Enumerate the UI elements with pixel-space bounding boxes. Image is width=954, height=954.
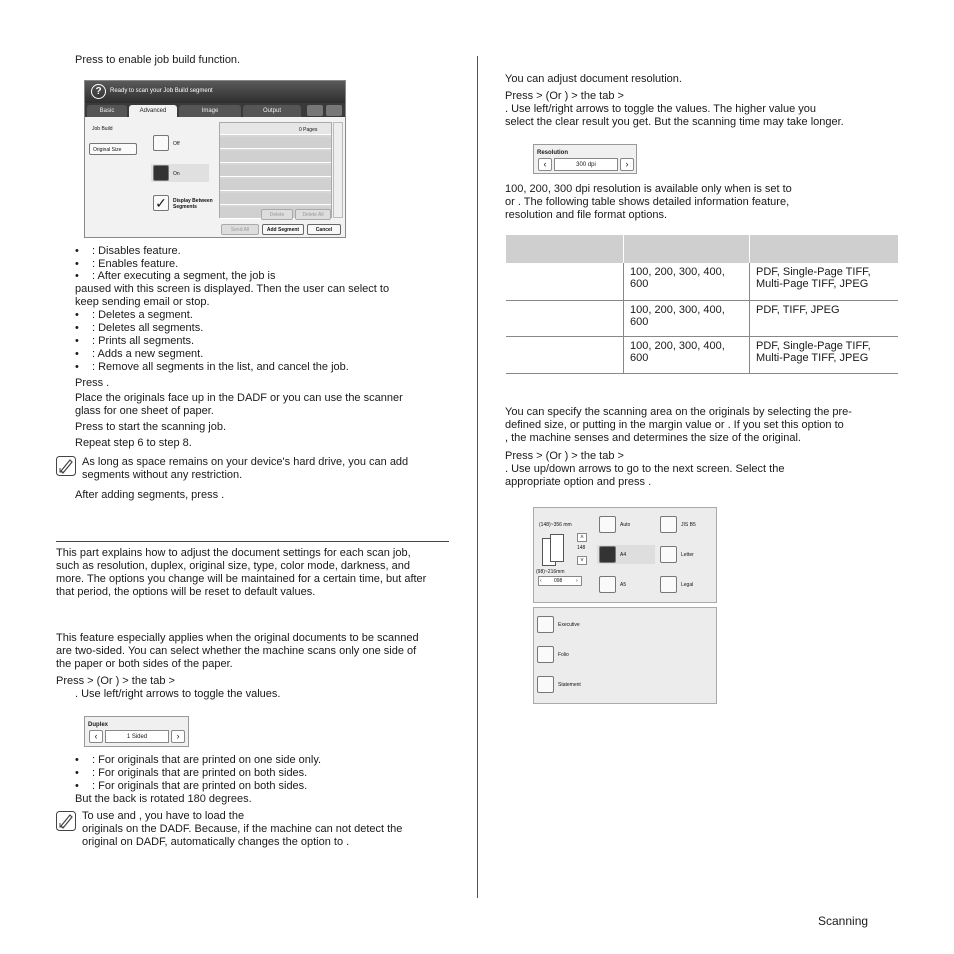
- option-legal-checkbox[interactable]: [660, 576, 677, 593]
- on-checkbox[interactable]: [153, 165, 169, 181]
- section-rule: [56, 541, 449, 542]
- size-press-line3: appropriate option and press .: [505, 476, 652, 488]
- press-start: Press to start the scanning job.: [75, 421, 227, 433]
- down-arrow-icon[interactable]: ˅: [577, 556, 587, 565]
- res-avail-line1: 100, 200, 300 dpi resolution is available only when is set to: [505, 183, 792, 195]
- display-between-label: Display Between Segments: [173, 198, 213, 210]
- plus-icon[interactable]: [307, 105, 323, 116]
- delete-button[interactable]: Delete: [261, 209, 293, 220]
- add-segment-button[interactable]: Add Segment: [262, 224, 304, 235]
- original-size-screen-page1: (148)~356 mm ˄ 148 ˅ (98)~216mm ‹ 098 › Auto JIS B5 A4 Letter A5 Legal: [533, 507, 717, 603]
- intro-line2: such as resolution, duplex, original size, type, color mode, darkness, and: [56, 560, 411, 572]
- duplex-widget: [84, 716, 189, 747]
- size-press-line1: Press > (Or ) > the tab >: [505, 450, 624, 462]
- right-arrow-icon[interactable]: ›: [576, 578, 578, 584]
- screen-title: Ready to scan your Job Build segment: [110, 88, 213, 94]
- left-arrow-icon[interactable]: ‹: [89, 730, 103, 743]
- option-letter-checkbox[interactable]: [660, 546, 677, 563]
- checkmark-icon[interactable]: ✓: [153, 195, 169, 211]
- off-label: Off: [173, 141, 180, 147]
- note2-line1: To use and , you have to load the: [82, 810, 245, 822]
- tab-output[interactable]: Output: [243, 105, 301, 117]
- resolution-intro: You can adjust document resolution.: [505, 73, 682, 85]
- resolution-widget: [533, 144, 637, 174]
- size-desc-line1: You can specify the scanning area on the originals by selecting the pre-: [505, 406, 852, 418]
- table-row: 100, 200, 300, 400, 600 PDF, Single-Page TIFF, Multi-Page TIFF, JPEG: [506, 336, 899, 373]
- tab-image[interactable]: Image: [179, 105, 241, 117]
- size-desc-line2: defined size, or putting in the margin value or . If you set this option to: [505, 419, 844, 431]
- job-build-screenshot: [84, 80, 346, 238]
- resolution-label: Resolution: [537, 150, 568, 156]
- length-range: (148)~356 mm: [539, 522, 572, 528]
- tab-advanced[interactable]: Advanced: [129, 105, 177, 117]
- width-value: 098: [554, 578, 563, 584]
- delete-all-button[interactable]: Delete All: [295, 209, 331, 220]
- option-a4-checkbox[interactable]: [599, 546, 616, 563]
- table-row: 100, 200, 300, 400, 600 PDF, Single-Page TIFF, Multi-Page TIFF, JPEG: [506, 263, 899, 300]
- column-divider: [477, 56, 478, 898]
- option-statement-checkbox[interactable]: [537, 676, 554, 693]
- res-avail-line3: resolution and file format options.: [505, 209, 668, 221]
- res-avail-line2: or . The following table shows detailed information feature,: [505, 196, 790, 208]
- option-a5-checkbox[interactable]: [599, 576, 616, 593]
- left-arrow-icon[interactable]: ‹: [540, 578, 542, 584]
- intro-line3: more. The options you change will be maintained for a certain time, but after: [56, 573, 427, 585]
- option-executive-checkbox[interactable]: [537, 616, 554, 633]
- repeat-steps: Repeat step 6 to step 8.: [75, 437, 192, 449]
- step-enable-job-build: Press to enable job build function.: [75, 54, 241, 66]
- intro-line4: that period, the options will be reset to default values.: [56, 586, 316, 598]
- note1-line1: As long as space remains on your device's hard drive, you can add: [82, 456, 409, 468]
- duplex-desc-line3: the paper or both sides of the paper.: [56, 658, 233, 670]
- step-press: Press .: [75, 377, 110, 389]
- resolution-press-line2: . Use left/right arrows to toggle the values. The higher value you: [505, 103, 817, 115]
- page-count: 0 Pages: [299, 127, 318, 133]
- after-adding: After adding segments, press .: [75, 489, 225, 501]
- duplex-label: Duplex: [88, 722, 109, 728]
- resolution-press-line1: Press > (Or ) > the tab >: [505, 90, 624, 102]
- duplex-press-line1: Press > (Or ) > the tab >: [56, 675, 175, 687]
- table-header-row: [506, 235, 899, 263]
- tab-basic[interactable]: Basic: [87, 105, 127, 117]
- help-icon: ?: [91, 84, 106, 99]
- job-build-label: Job Build: [92, 126, 113, 132]
- duplex-desc-line1: This feature especially applies when the original documents to be scanned: [56, 632, 419, 644]
- original-size-button[interactable]: Original Size: [89, 143, 137, 155]
- length-value: 148: [577, 545, 586, 551]
- page-footer: Scanning: [818, 914, 869, 928]
- scrollbar[interactable]: [333, 122, 343, 218]
- on-label: On: [173, 171, 180, 177]
- place-originals-line1: Place the originals face up in the DADF or you can use the scanner: [75, 392, 403, 404]
- segment-list[interactable]: [219, 122, 332, 218]
- send-all-button[interactable]: Send All: [221, 224, 259, 235]
- off-checkbox[interactable]: [153, 135, 169, 151]
- note2-line3: original on DADF, automatically changes the option to .: [82, 836, 350, 848]
- table-row: 100, 200, 300, 400, 600 PDF, TIFF, JPEG: [506, 300, 899, 336]
- size-desc-line3: , the machine senses and determines the size of the original.: [505, 432, 801, 444]
- size-press-line2: . Use up/down arrows to go to the next screen. Select the: [505, 463, 785, 475]
- width-range: (98)~216mm: [536, 569, 565, 575]
- original-size-screen-page2: Executive Folio Statement: [533, 607, 717, 704]
- resolution-value: 300 dpi: [554, 158, 618, 171]
- resolution-press-line3: select the clear result you get. But the scanning time may take longer.: [505, 116, 844, 128]
- right-arrow-icon[interactable]: ›: [171, 730, 185, 743]
- option-jisb5-checkbox[interactable]: [660, 516, 677, 533]
- option-auto-checkbox[interactable]: [599, 516, 616, 533]
- cancel-button[interactable]: Cancel: [307, 224, 341, 235]
- place-originals-line2: glass for one sheet of paper.: [75, 405, 214, 417]
- up-arrow-icon[interactable]: ˄: [577, 533, 587, 542]
- left-arrow-icon[interactable]: ‹: [538, 158, 552, 171]
- right-arrow-icon[interactable]: ›: [620, 158, 634, 171]
- option-folio-checkbox[interactable]: [537, 646, 554, 663]
- duplex-value: 1 Sided: [105, 730, 169, 743]
- home-icon[interactable]: [326, 105, 342, 116]
- resolution-table: [505, 235, 898, 374]
- note-icon: [56, 811, 76, 831]
- duplex-press-line2: . Use left/right arrows to toggle the values.: [75, 688, 281, 700]
- note-icon: [56, 456, 76, 476]
- duplex-desc-line2: are two-sided. You can select whether the machine scans only one side of: [56, 645, 417, 657]
- intro-line1: This part explains how to adjust the document settings for each scan job,: [56, 547, 411, 559]
- note2-line2: originals on the DADF. Because, if the machine can not detect the: [82, 823, 403, 835]
- note1-line2: segments without any restriction.: [82, 469, 243, 481]
